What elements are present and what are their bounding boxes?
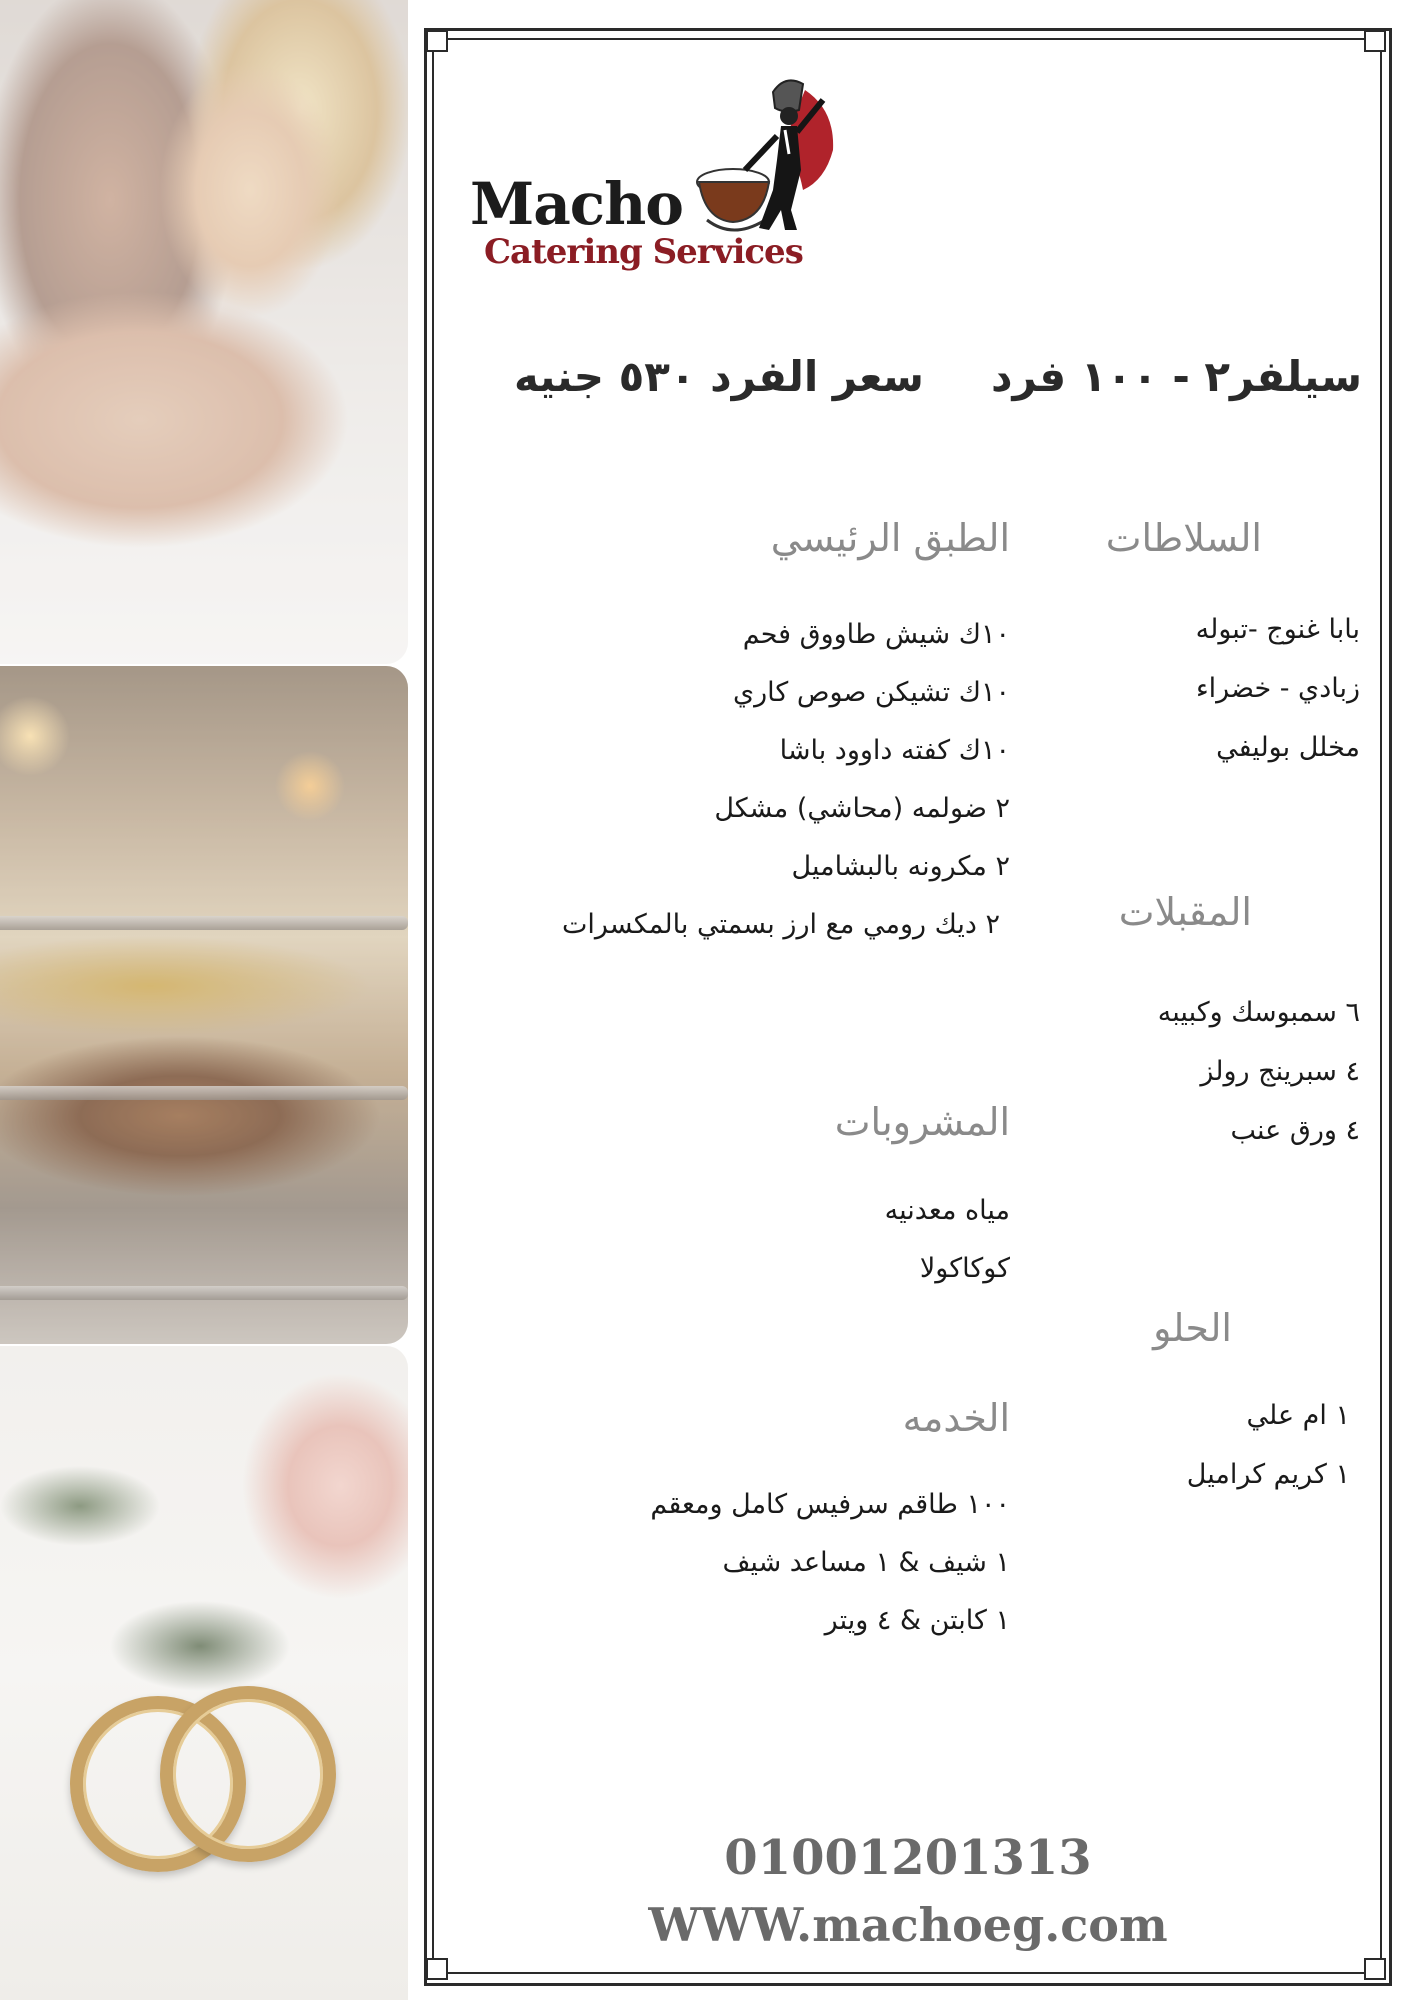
appetizers-title: المقبلات xyxy=(1118,890,1252,934)
appetizers-item: ٤ ورق عنب xyxy=(1230,1115,1360,1146)
salads-title: السلاطات xyxy=(1105,516,1262,560)
dessert-item: ١ ام علي xyxy=(1246,1400,1350,1431)
frame-corner xyxy=(1364,30,1386,52)
main-dish-item: ١٠ك تشيكن صوص كاري xyxy=(733,677,1010,708)
phone-number: 01001201313 xyxy=(724,1830,1092,1886)
brand-name: Macho xyxy=(470,170,683,238)
frame-corner xyxy=(426,30,448,52)
salads-item: مخلل بوليفي xyxy=(1216,732,1360,763)
frame-corner xyxy=(426,1958,448,1980)
waiter-mascot-icon xyxy=(685,70,870,240)
appetizers-item: ٦ سمبوسك وكبيبه xyxy=(1157,997,1360,1028)
brand-subtitle: Catering Services xyxy=(484,232,803,272)
buffet-photo xyxy=(0,666,408,1344)
price-per-person: سعر الفرد ٥٣٠ جنيه xyxy=(513,352,924,401)
main-dish-item: ٢ مكرونه بالبشاميل xyxy=(791,851,1010,882)
appetizers-item: ٤ سبرينج رولز xyxy=(1200,1056,1360,1087)
main-dish-item: ١٠ك شيش طاووق فحم xyxy=(742,619,1010,650)
drinks-item: مياه معدنيه xyxy=(884,1195,1010,1226)
main-dish-item: ٢ ديك رومي مع ارز بسمتي بالمكسرات xyxy=(561,909,1000,940)
service-item: ١٠٠ طاقم سرفيس كامل ومعقم xyxy=(650,1489,1010,1520)
website-url: WWW.machoeg.com xyxy=(648,1898,1168,1952)
wedding-rings-photo xyxy=(0,1346,408,2000)
package-title: سيلفر٢ - ١٠٠ فرد xyxy=(991,352,1362,401)
macho-logo xyxy=(470,70,870,290)
drinks-title: المشروبات xyxy=(834,1100,1010,1144)
salads-item: بابا غنوج -تبوله xyxy=(1195,614,1360,645)
dessert-title: الحلو xyxy=(1153,1306,1232,1350)
salads-item: زبادي - خضراء xyxy=(1195,673,1360,704)
couple-photo xyxy=(0,0,408,664)
service-title: الخدمه xyxy=(902,1396,1010,1440)
drinks-item: كوكاكولا xyxy=(919,1253,1010,1284)
main-dish-item: ٢ ضولمه (محاشي) مشكل xyxy=(714,793,1010,824)
dessert-item: ١ كريم كراميل xyxy=(1186,1459,1350,1490)
service-item: ١ شيف & ١ مساعد شيف xyxy=(722,1547,1010,1578)
main-dish-title: الطبق الرئيسي xyxy=(770,516,1010,560)
frame-corner xyxy=(1364,1958,1386,1980)
main-dish-item: ١٠ك كفته داوود باشا xyxy=(779,735,1010,766)
service-item: ١ كابتن & ٤ ويتر xyxy=(824,1605,1010,1636)
